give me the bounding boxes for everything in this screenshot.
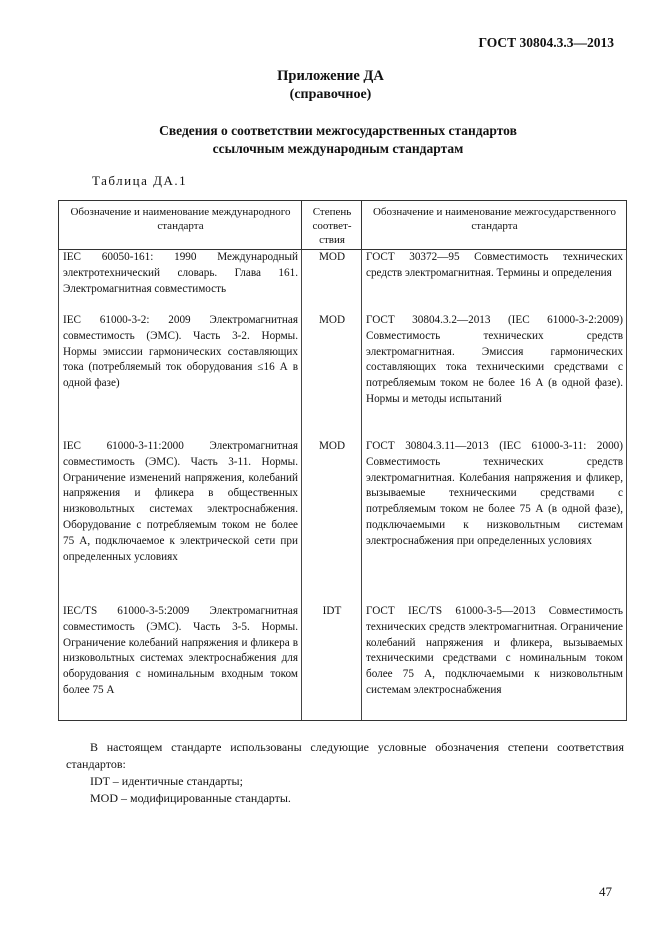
table-header-row (59, 201, 627, 250)
section-heading-line-1: Сведения о соответствии межгосударственных стандартов (159, 123, 517, 138)
appendix-subtitle: (справочное) (289, 87, 372, 102)
page-number: 47 (599, 884, 612, 899)
header-international-standard: Обозначение и наименование международного стандарта (59, 201, 302, 250)
interstate-standard-cell: ГОСТ 30804.3.11—2013 (IEC 61000-3-11: 2000) Совместимость технических средств электромагнитная. Колебания напряжения и фликер, вызываемые техническими средствами с потребляемым током не более 75 А (в одной фазе), подключаемыми к низковольтным системам электроснабжения при определенных условиях (362, 439, 627, 604)
international-standard-cell: IEC 61000-3-2: 2009 Электромагнитная совместимость (ЭМС). Часть 3-2. Нормы. Нормы эмиссии гармонических составляющих тока (потребляемый ток оборудования ≤16 А в одной фазе) (59, 313, 302, 439)
notes-block (66, 739, 624, 807)
appendix-title: Приложение ДА (277, 68, 384, 84)
notes-intro: В настоящем стандарте использованы следующие условные обозначения степени соответствия стандартов: (66, 740, 624, 771)
note-idt: IDT – идентичные стандарты; (90, 774, 243, 788)
header-interstate-standard: Обозначение и наименование межгосударственного стандарта (362, 201, 627, 250)
interstate-standard-cell: ГОСТ 30372—95 Совместимость технических средств электромагнитная. Термины и определения (362, 250, 627, 314)
international-standard-cell: IEC 61000-3-11:2000 Электромагнитная совместимость (ЭМС). Часть 3-11. Нормы. Ограничение изменений напряжения, колебаний напряжения и фликера в общественных низковольтных системах электроснабжения. Оборудование с потребляемым током не более 75 А, подключаемое к электрической сети при определенных условиях (59, 439, 302, 604)
standards-table (58, 200, 627, 721)
degree-cell: MOD (302, 439, 362, 604)
degree-cell: IDT (302, 604, 362, 721)
table-label: Таблица ДА.1 (92, 173, 188, 188)
table-row (59, 313, 627, 439)
note-mod: MOD – модифицированные стандарты. (90, 791, 291, 805)
interstate-standard-cell: ГОСТ IEC/TS 61000-3-5—2013 Совместимость технических средств электромагнитная. Ограничение колебаний напряжения и фликера, вызываемых техническими средствами с номинальным током более 75 А, подключаемыми к низковольтным системам электроснабжения (362, 604, 627, 721)
header-degree: Степень соответ-ствия (302, 201, 362, 250)
table-row (59, 439, 627, 604)
degree-cell: MOD (302, 250, 362, 314)
document-number: ГОСТ 30804.3.3—2013 (478, 35, 614, 50)
interstate-standard-cell: ГОСТ 30804.3.2—2013 (IEC 61000-3-2:2009) Совместимость технических средств электромагнитная. Эмиссия гармонических составляющих тока техническими средствами с потребляемым током не более 16 А (в одной фазе). Нормы и методы испытаний (362, 313, 627, 439)
international-standard-cell: IEC 60050-161: 1990 Международный электротехнический словарь. Глава 161. Электромагнитная совместимость (59, 250, 302, 314)
degree-cell: MOD (302, 313, 362, 439)
section-heading-line-2: ссылочным международным стандартам (212, 141, 464, 156)
international-standard-cell: IEC/TS 61000-3-5:2009 Электромагнитная совместимость (ЭМС). Часть 3-5. Нормы. Ограничение колебаний напряжения и фликера в низковольтных системах электроснабжения для оборудования с номинальным входным током более 75 А (59, 604, 302, 721)
table-row (59, 604, 627, 721)
section-heading (0, 122, 661, 158)
table-row (59, 250, 627, 314)
